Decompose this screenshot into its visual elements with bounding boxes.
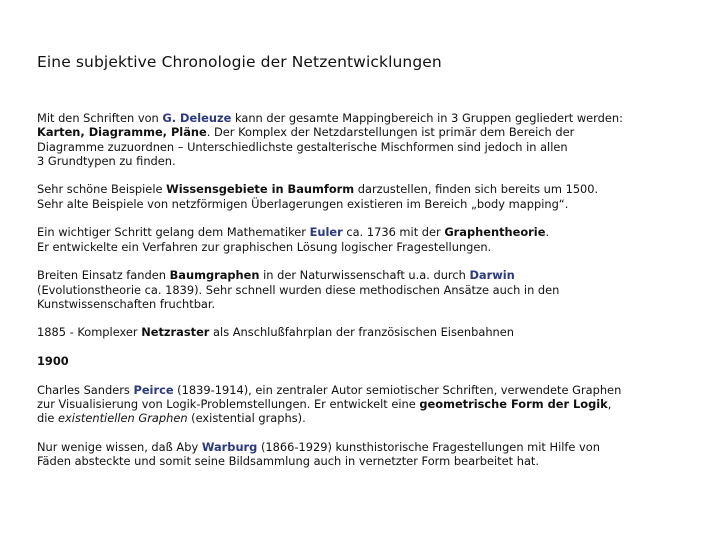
text-segment: ca. 1736 mit der (342, 225, 445, 240)
text-line (37, 268, 697, 282)
text-line: Fäden absteckte und somit seine Bildsammlung auch in vernetzter Form bearbeitet hat. (37, 454, 540, 469)
bold-graphentheorie: Graphentheorie (444, 225, 546, 240)
text-segment: in der Naturwissenschaft u.a. durch (259, 268, 470, 283)
name-darwin: Darwin (469, 268, 515, 283)
paragraph-baumform (37, 182, 697, 211)
text-line (37, 182, 697, 196)
page-title: Eine subjektive Chronologie der Netzentwicklungen (37, 53, 442, 71)
text-line (37, 225, 697, 239)
paragraph-deleuze (37, 111, 697, 168)
bold-karten-diagramme-plaene: Karten, Diagramme, Pläne (37, 125, 207, 140)
name-peirce: Peirce (133, 382, 174, 397)
text-line: Diagramme zuzuordnen – Unterschiedlichste gestalterische Mischformen sind jedoch in allen (37, 139, 568, 154)
text-segment: , (607, 396, 612, 411)
italic-existentiellen-graphen: existentiellen Graphen (58, 411, 188, 426)
year-1900: 1900 (37, 354, 69, 369)
text-line: (Evolutionstheorie ca. 1839). Sehr schnell wurden diese methodischen Ansätze auch in den (37, 282, 560, 297)
year-heading (37, 354, 697, 368)
bold-netzraster: Netzraster (141, 325, 210, 340)
text-line: Er entwickelte ein Verfahren zur graphischen Lösung logischer Fragestellungen. (37, 239, 492, 254)
text-segment: (existential graphs). (187, 411, 306, 426)
name-euler: Euler (309, 225, 343, 240)
text-segment: Ein wichtiger Schritt gelang dem Mathematiker (37, 225, 310, 240)
paragraph-darwin (37, 268, 697, 311)
text-line: Kunstwissenschaften fruchtbar. (37, 296, 216, 311)
paragraph-warburg (37, 440, 697, 469)
text-line (37, 411, 697, 425)
text-segment: Nur wenige wissen, daß Aby (37, 439, 202, 454)
document-body (37, 111, 697, 483)
text-segment: Mit den Schriften von (37, 111, 163, 125)
text-segment: kann der gesamte Mappingbereich in 3 Gruppen gegliedert werden: (231, 111, 623, 125)
text-segment: als Anschlußfahrplan der französischen Eisenbahnen (209, 325, 514, 340)
text-line (37, 383, 697, 397)
text-line: Sehr alte Beispiele von netzförmigen Überlagerungen existieren im Bereich „body mapping“. (37, 196, 569, 211)
text-segment: darzustellen, finden sich bereits um 1500. (354, 182, 599, 197)
text-line (37, 440, 697, 454)
bold-geometrische-form: geometrische Form der Logik (419, 396, 608, 411)
text-segment: Sehr schöne Beispiele (37, 182, 167, 197)
text-line (37, 125, 697, 139)
bold-baumgraphen: Baumgraphen (169, 268, 260, 283)
name-warburg: Warburg (201, 439, 258, 454)
text-segment: . Der Komplex der Netzdarstellungen ist primär dem Bereich der (206, 125, 575, 140)
text-segment: Breiten Einsatz fanden (37, 268, 170, 283)
text-line: 3 Grundtypen zu finden. (37, 153, 176, 168)
text-segment: (1839-1914), ein zentraler Autor semiotischer Schriften, verwendete Graphen (173, 382, 622, 397)
paragraph-netzraster (37, 325, 697, 339)
text-segment: die (37, 411, 59, 426)
paragraph-peirce (37, 383, 697, 426)
text-segment: zur Visualisierung von Logik-Problemstellungen. Er entwickelt eine (37, 396, 420, 411)
paragraph-euler (37, 225, 697, 254)
text-line (37, 111, 697, 125)
name-deleuze: G. Deleuze (162, 111, 232, 125)
text-segment: . (545, 225, 550, 240)
bold-wissensgebiete: Wissensgebiete in Baumform (166, 182, 355, 197)
text-segment: Charles Sanders (37, 382, 134, 397)
text-segment: 1885 - Komplexer (37, 325, 142, 340)
text-segment: (1866-1929) kunsthistorische Fragestellungen mit Hilfe von (257, 439, 600, 454)
text-line (37, 325, 697, 339)
text-line (37, 397, 697, 411)
